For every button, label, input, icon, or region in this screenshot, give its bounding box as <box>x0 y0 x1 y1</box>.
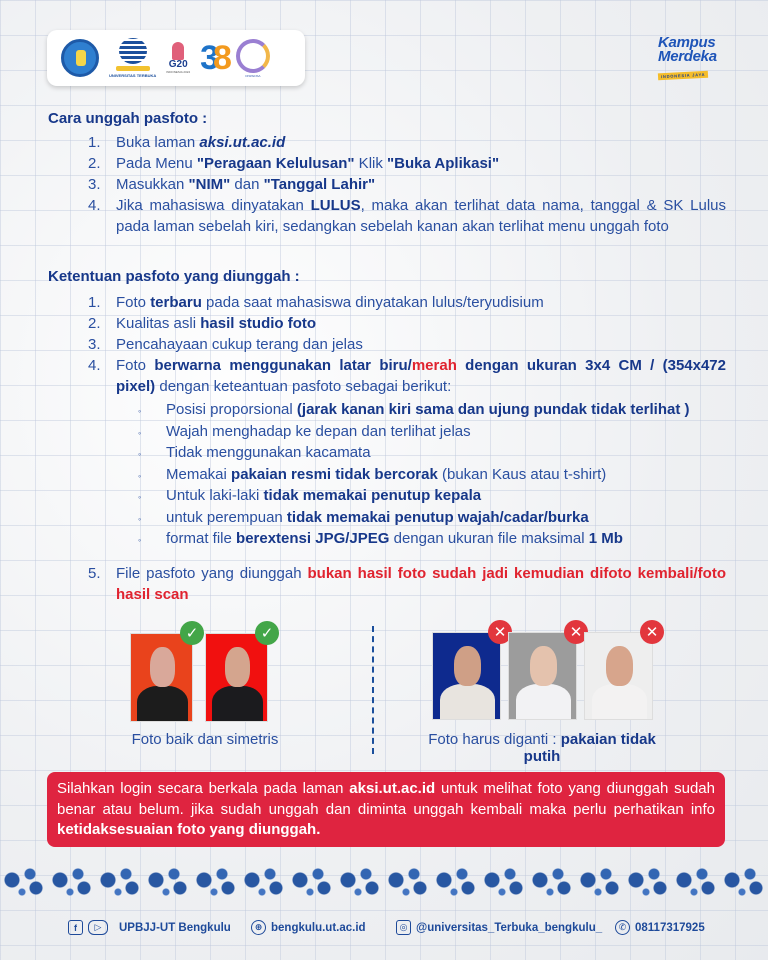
good-photo-man-suit <box>205 633 268 722</box>
list-text: Kualitas asli hasil studio foto <box>116 315 317 332</box>
login-reminder-alert: Silahkan login secara berkala pada laman aksi.ut.ac.id untuk melihat foto yang diunggah sudah benar atau belum. jika sudah unggah dan diminta unggah kembali maka perlu perhatikan info ketidaksesuaian foto yang diunggah. <box>47 772 725 847</box>
bad-photo-caption: Foto harus diganti : pakaian tidak putih <box>428 731 656 765</box>
list-text: Foto berwarna menggunakan latar biru/merah dengan ukuran 3x4 CM / (354x472 pixel) dengan keteantuan pasfoto sebagai berikut: <box>116 357 726 395</box>
check-icon: ✓ <box>180 621 204 645</box>
list-number: 3. <box>88 176 101 193</box>
cross-icon: ✕ <box>564 620 588 644</box>
bullet-icon: ◦ <box>138 513 142 524</box>
list-text: Pada Menu "Peragaan Kelulusan" Klik "Buka Aplikasi" <box>116 155 500 172</box>
bad-photo-woman-hijab-gray <box>508 632 577 720</box>
footer-website-link[interactable]: ⊕ bengkulu.ut.ac.id <box>251 920 366 935</box>
instagram-icon: ◎ <box>396 920 411 935</box>
list-number: 5. <box>88 565 101 582</box>
cross-icon: ✕ <box>640 620 664 644</box>
g20-logo: G20 INDONESIA 2022 <box>166 42 190 74</box>
sub-list-item: ◦ format file berextensi JPG/JPEG dengan ukuran file maksimal 1 Mb <box>138 529 726 551</box>
section-title-photo-requirements: Ketentuan pasfoto yang diunggah : <box>48 268 300 285</box>
list-text: Foto terbaru pada saat mahasiswa dinyatakan lulus/teryudisium <box>116 294 544 311</box>
photo-spec-sublist <box>138 400 726 551</box>
list-number: 1. <box>88 134 101 151</box>
upload-steps-list <box>88 132 726 237</box>
list-item <box>88 563 726 605</box>
list-item <box>88 313 726 334</box>
list-number: 2. <box>88 155 101 172</box>
list-text: Pencahayaan cukup terang dan jelas <box>116 336 363 353</box>
bullet-icon: ◦ <box>138 535 142 545</box>
list-text: Buka laman aksi.ut.ac.id <box>116 134 286 151</box>
photo-requirements-list <box>88 292 726 397</box>
list-number: 2. <box>88 315 101 332</box>
sub-list-item: ◦ Untuk laki-laki tidak memakai penutup kepala <box>138 486 726 508</box>
section-title-upload-steps: Cara unggah pasfoto : <box>48 110 208 127</box>
check-icon: ✓ <box>255 621 279 645</box>
sub-list-item: ◦ Posisi proporsional (jarak kanan kiri sama dan ujung pundak tidak terlihat ) <box>138 400 726 422</box>
footer-whatsapp-link[interactable]: ✆ 08117317925 <box>615 920 705 935</box>
list-text: File pasfoto yang diunggah bukan hasil foto sudah jadi kemudian difoto kembali/foto hasil scan <box>116 565 726 603</box>
cross-icon: ✕ <box>488 620 512 644</box>
list-item <box>88 334 726 355</box>
list-text: Jika mahasiswa dinyatakan LULUS, maka akan terlihat data nama, tanggal & SK Lulus pada laman sebelah kiri, sedangkan sebelah kanan akan terlihat menu unggah foto <box>116 197 727 235</box>
list-item <box>88 292 726 313</box>
list-item <box>88 174 726 195</box>
kampus-merdeka-logo: Kampus Merdeka INDONESIA JAYA <box>658 34 717 80</box>
list-number: 1. <box>88 294 101 311</box>
list-number: 4. <box>88 357 101 374</box>
footer-social-link[interactable]: f ▷ UPBJJ-UT Bengkulu <box>68 920 231 935</box>
list-item <box>88 195 726 237</box>
universitas-terbuka-logo: UNIVERSITAS TERBUKA <box>109 38 156 78</box>
photo-requirements-item-5 <box>88 563 726 605</box>
bullet-icon: ◦ <box>138 406 142 416</box>
partner-logos-bar <box>47 30 305 86</box>
list-item <box>88 355 726 397</box>
good-photo-woman-hijab <box>130 633 193 722</box>
list-number: 4. <box>88 197 101 214</box>
list-text: Masukkan "NIM" dan "Tanggal Lahir" <box>116 176 376 193</box>
sub-list-item: ◦ Wajah menghadap ke depan dan terlihat jelas <box>138 422 726 444</box>
bad-photo-woman-white <box>584 632 653 720</box>
good-photo-caption: Foto baik dan simetris <box>131 731 279 748</box>
list-number: 3. <box>88 336 101 353</box>
sub-list-item: ◦ Memakai pakaian resmi tidak bercorak (bukan Kaus atau t-shirt) <box>138 465 726 487</box>
bullet-icon: ◦ <box>138 492 142 502</box>
list-item <box>88 153 726 174</box>
bullet-icon: ◦ <box>138 427 142 438</box>
sub-list-item: ◦ Tidak menggunakan kacamata <box>138 443 726 465</box>
footer-instagram-link[interactable]: ◎ @universitas_Terbuka_bengkulu_ <box>396 920 602 935</box>
bullet-icon: ◦ <box>138 470 142 481</box>
sub-list-item: ◦ untuk perempuan tidak memakai penutup wajah/cadar/burka <box>138 508 726 530</box>
dispensa-logo: DISPENSA <box>236 39 270 78</box>
ut-38-anniversary-logo: 38 <box>200 39 226 77</box>
bullet-icon: ◦ <box>138 449 142 459</box>
facebook-icon: f <box>68 920 83 935</box>
kemendikbud-logo <box>61 39 99 77</box>
footer-contacts <box>0 920 768 940</box>
whatsapp-icon: ✆ <box>615 920 630 935</box>
globe-icon: ⊕ <box>251 920 266 935</box>
examples-divider <box>372 626 374 754</box>
youtube-icon: ▷ <box>88 920 108 935</box>
batik-ornament-border <box>0 862 768 898</box>
bad-photo-man-blue <box>432 632 501 720</box>
list-item <box>88 132 726 153</box>
